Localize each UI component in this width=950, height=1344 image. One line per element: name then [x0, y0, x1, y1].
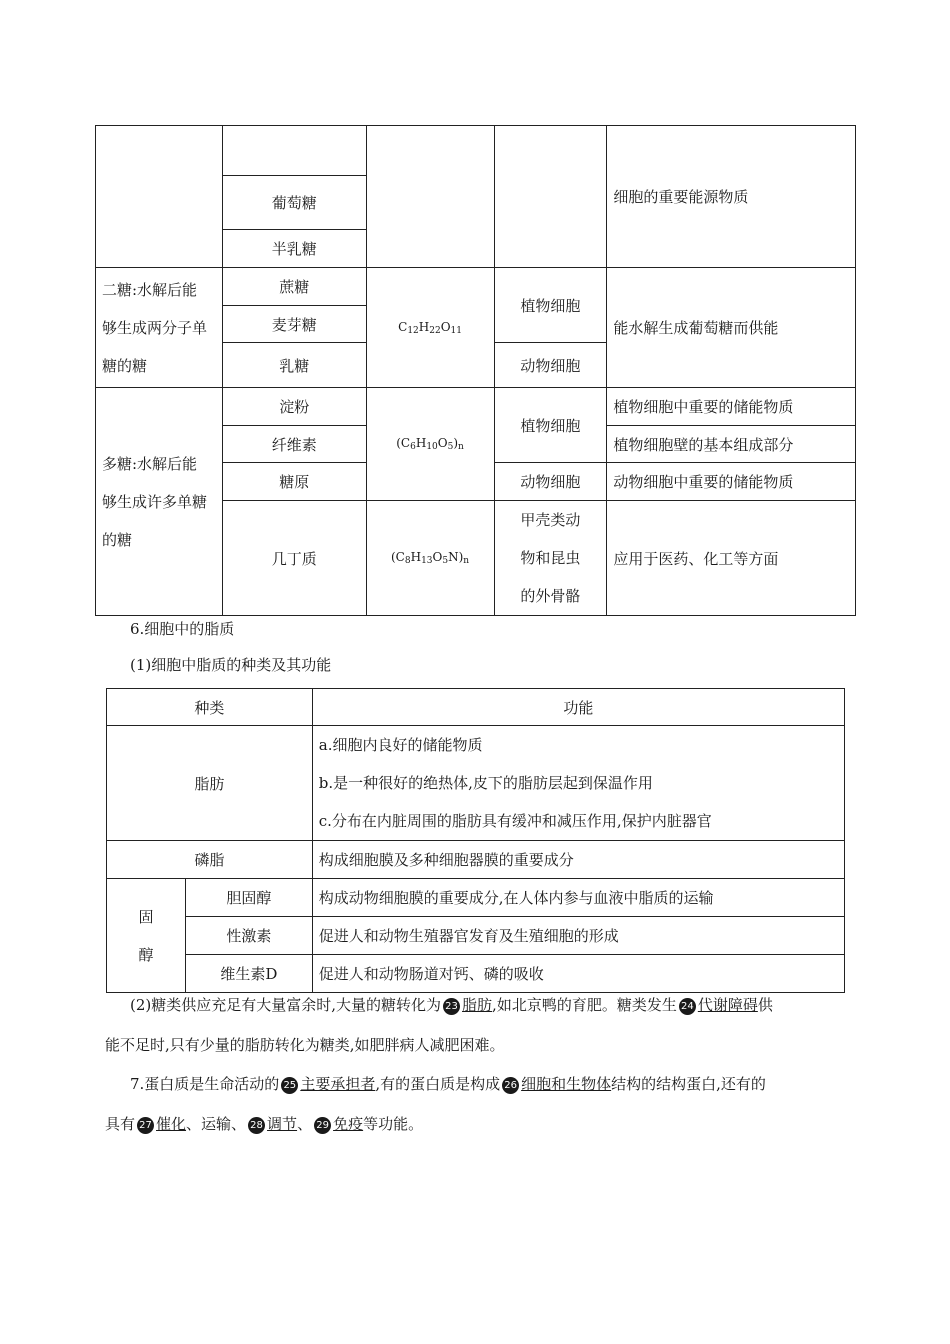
fat-function-item: b.是一种很好的绝热体,皮下的脂肪层起到保温作用	[318, 774, 653, 792]
cholesterol-function: 构成动物细胞膜的重要成分,在人体内参与血液中脂质的运输	[312, 879, 844, 917]
vitamin-d-cell: 维生素D	[185, 955, 312, 993]
fat-function-item: a.细胞内良好的储能物质	[318, 736, 483, 754]
chitin-source: 甲壳类动 物和昆虫 的外骨骼	[494, 501, 607, 616]
chitin-cell: 几丁质	[222, 501, 366, 616]
sugar-table	[95, 125, 856, 616]
mono-empty-cell	[222, 126, 366, 176]
galactose-cell: 半乳糖	[222, 230, 366, 268]
number-24-badge: 24	[679, 998, 696, 1015]
answer-27: 催化	[156, 1115, 187, 1133]
lipid-table	[106, 688, 845, 993]
glycogen-cell: 糖原	[222, 463, 366, 501]
cholesterol-cell: 胆固醇	[185, 879, 312, 917]
paragraph-protein: 7.蛋白质是生命活动的 25 主要承担者,有的蛋白质是构成 26 细胞和生物体结构的结构蛋白,还有的	[130, 1075, 766, 1093]
starch-function: 植物细胞中重要的储能物质	[607, 388, 856, 426]
mono-distribution-cell	[494, 126, 607, 268]
number-23-badge: 23	[443, 998, 460, 1015]
sex-hormone-cell: 性激素	[185, 917, 312, 955]
polysaccharide-plant-cell: 植物细胞	[494, 388, 607, 463]
answer-29: 免疫	[333, 1115, 364, 1133]
section-6-subtitle: (1)细胞中脂质的种类及其功能	[130, 656, 332, 674]
disaccharide-function: 能水解生成葡萄糖而供能	[607, 268, 856, 388]
sterol-cell: 固 醇	[107, 879, 186, 993]
glycogen-function: 动物细胞中重要的储能物质	[607, 463, 856, 501]
phospholipid-cell: 磷脂	[107, 841, 313, 879]
paragraph-sugar-fat: (2)糖类供应充足有大量富余时,大量的糖转化为 23 脂肪,如北京鸭的育肥。糖类发生 24 代谢障碍供	[130, 996, 773, 1014]
header-function: 功能	[312, 689, 844, 726]
answer-28: 调节	[267, 1115, 298, 1133]
header-type: 种类	[107, 689, 313, 726]
lactose-cell: 乳糖	[222, 343, 366, 388]
cellulose-cell: 纤维素	[222, 426, 366, 463]
answer-23: 脂肪	[462, 996, 493, 1014]
answer-26: 细胞和生物体	[521, 1075, 612, 1093]
glucose-cell: 葡萄糖	[222, 176, 366, 230]
chitin-function: 应用于医药、化工等方面	[607, 501, 856, 616]
number-26-badge: 26	[502, 1077, 519, 1094]
answer-24: 代谢障碍	[697, 996, 758, 1014]
mono-category-cell	[96, 126, 223, 268]
sucrose-cell: 蔗糖	[222, 268, 366, 306]
fat-cell: 脂肪	[107, 726, 313, 841]
number-27-badge: 27	[137, 1117, 154, 1134]
sex-hormone-function: 促进人和动物生殖器官发育及生殖细胞的形成	[312, 917, 844, 955]
chitin-formula: $(C_8H_{13}O_5N)_n$	[366, 501, 494, 616]
mono-function-cell: 细胞的重要能源物质	[607, 126, 856, 268]
polysaccharide-category: 多糖:水解后能 够生成许多单糖 的糖	[96, 388, 223, 616]
disaccharide-category: 二糖:水解后能 够生成两分子单 糖的糖	[96, 268, 223, 388]
answer-25: 主要承担者	[300, 1075, 376, 1093]
starch-cell: 淀粉	[222, 388, 366, 426]
fat-functions	[312, 726, 844, 841]
vitamin-d-function: 促进人和动物肠道对钙、磷的吸收	[312, 955, 844, 993]
phospholipid-function: 构成细胞膜及多种细胞器膜的重要成分	[312, 841, 844, 879]
section-6-title: 6.细胞中的脂质	[130, 620, 235, 638]
disaccharide-formula: $C_{12}H_{22}O_{11}$	[366, 268, 494, 388]
maltose-cell: 麦芽糖	[222, 306, 366, 343]
number-29-badge: 29	[314, 1117, 331, 1134]
fat-function-item: c.分布在内脏周围的脂肪具有缓冲和减压作用,保护内脏器官	[318, 812, 712, 830]
number-28-badge: 28	[248, 1117, 265, 1134]
number-25-badge: 25	[281, 1077, 298, 1094]
cellulose-function: 植物细胞壁的基本组成部分	[607, 426, 856, 463]
polysaccharide-formula: $(C_6H_{10}O_5)_n$	[366, 388, 494, 501]
paragraph-sugar-fat-line2: 能不足时,只有少量的脂肪转化为糖类,如肥胖病人减肥困难。	[105, 1036, 505, 1054]
disaccharide-plant-cell: 植物细胞	[494, 268, 607, 343]
mono-formula-cell	[366, 126, 494, 268]
paragraph-protein-line2: 具有 27 催化、运输、 28 调节、 29 免疫等功能。	[105, 1115, 424, 1133]
disaccharide-animal-cell: 动物细胞	[494, 343, 607, 388]
polysaccharide-animal-cell: 动物细胞	[494, 463, 607, 501]
